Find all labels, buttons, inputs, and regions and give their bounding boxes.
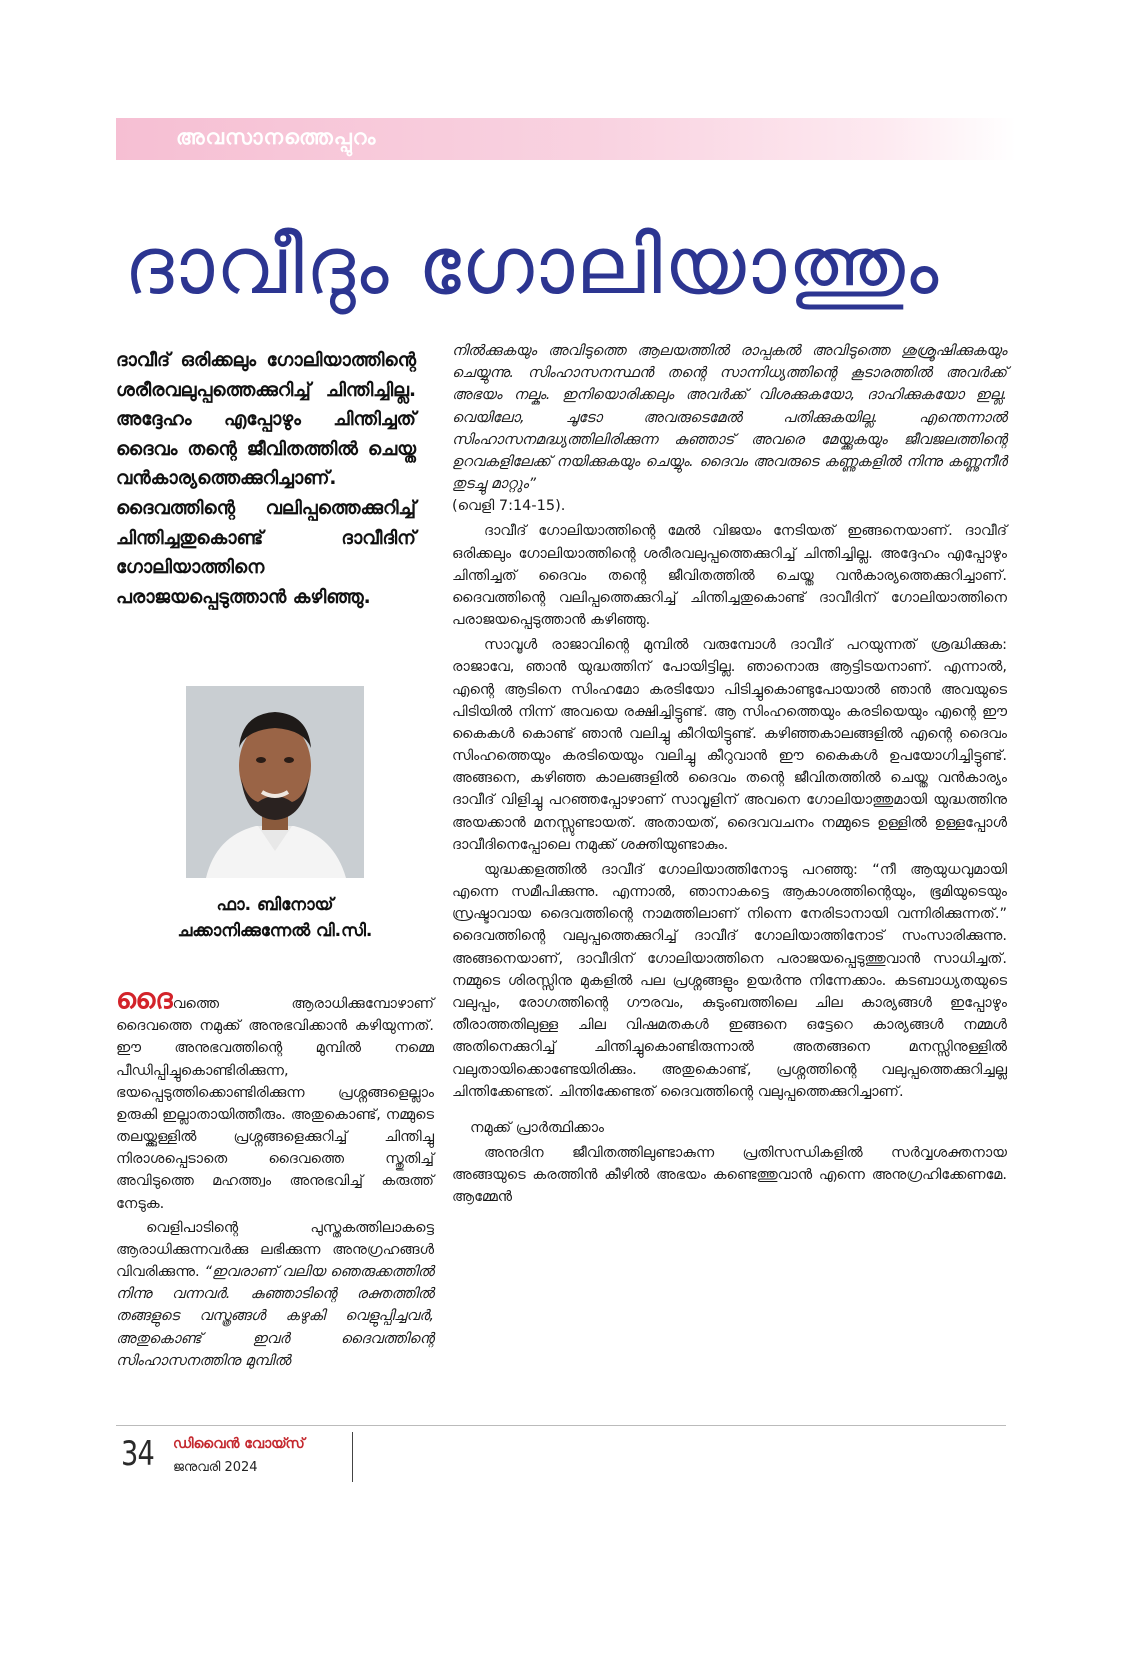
pullquote: ദാവീദ് ഒരിക്കലും ഗോലിയാത്തിന്റെ ശരീരവലുപ്പത്തെക്കുറിച്ച് ചിന്തിച്ചില്ല. അദ്ദേഹം എപ്പോഴും ചിന്തിച്ചത് ദൈവം തന്റെ ജീവിതത്തിൽ ചെയ്ത വൻകാര്യത്തെക്കുറിച്ചാണ്. ദൈവത്തിന്റെ വലിപ്പത്തെക്കുറിച്ച് ചിന്തിച്ചതുകൊണ്ട് ദാവീദിന് ഗോലിയാത്തിനെ പരാജയപ്പെടുത്താൻ കഴിഞ്ഞു. <box>116 350 416 608</box>
prayer-heading: നമുക്ക് പ്രാർത്ഥിക്കാം <box>470 1119 605 1136</box>
article-title: ദാവീദും ഗോലിയാത്തും <box>124 219 941 312</box>
intro-text: വത്തെ ആരാധിക്കുമ്പോഴാണ് ദൈവത്തെ നമുക്ക് അനുഭവിക്കാൻ കഴിയുന്നത്. ഈ അനുഭവത്തിന്റെ മുമ്പിൽ നമ്മെ പീഡിപ്പിച്ചുകൊണ്ടിരിക്കുന്ന, ഭയപ്പെടുത്തിക്കൊണ്ടിരിക്കുന്ന പ്രശ്നങ്ങളെല്ലാം ഉരുകി ഇല്ലാതായിത്തീരും. അതുകൊണ്ട്, നമ്മുടെ തലയ്ക്കുള്ളിൽ പ്രശ്നങ്ങളെക്കുറിച്ച് ചിന്തിച്ചു നിരാശപ്പെടാതെ ദൈവത്തെ സ്തുതിച്ച് അവിടുത്തെ മഹത്ത്വം അനുഭവിച്ച് കരുത്ത് നേടുക. <box>116 996 434 1212</box>
author-name: ഫാ. ബിനോയ് <box>216 895 334 915</box>
right-column <box>452 340 1007 1209</box>
page-number: 34 <box>121 1434 155 1474</box>
revelation-paragraph <box>116 1217 434 1372</box>
left-column <box>116 982 434 1372</box>
revelation-quote-start: “ഇവരാണ് വലിയ ഞെരുക്കത്തിൽ നിന്നു വന്നവർ. കുഞ്ഞാടിന്റെ രക്തത്തിൽ തങ്ങളുടെ വസ്ത്രങ്ങൾ കഴുകി വെളുപ്പിച്ചവർ, അതുകൊണ്ട് ഇവർ ദൈവത്തിന്റെ സിംഹാസനത്തിനു മുമ്പിൽ <box>116 1264 434 1369</box>
author-byline <box>116 892 434 945</box>
body-paragraph: സാവൂൾ രാജാവിന്റെ മുമ്പിൽ വരുമ്പോൾ ദാവീദ് പറയുന്നത് ശ്രദ്ധിക്കുക: രാജാവേ, ഞാൻ യുദ്ധത്തിന് പോയിട്ടില്ല. ഞാനൊരു ആട്ടിടയനാണ്. എന്നാൽ, എന്റെ ആടിനെ സിംഹമോ കരടിയോ പിടിച്ചുകൊണ്ടുപോയാൽ ഞാൻ അവയുടെ പിടിയിൽ നിന്ന് അവയെ രക്ഷിച്ചിട്ടുണ്ട്. ആ സിംഹത്തെയും കരടിയെയും എന്റെ ഈ കൈകൾ കൊണ്ട് ഞാൻ വലിച്ചു കീറിയിട്ടുണ്ട്. കഴിഞ്ഞകാലങ്ങളിൽ എന്റെ ദൈവം സിംഹത്തെയും കരടിയെയും വലിച്ചു കീറുവാൻ ഈ കൈകൾ ഉപയോഗിച്ചിട്ടുണ്ട്. അങ്ങനെ, കഴിഞ്ഞ കാലങ്ങളിൽ ദൈവം തന്റെ ജീവിതത്തിൽ ചെയ്ത വൻകാര്യം ദാവീദ് വിളിച്ചു പറഞ്ഞപ്പോഴാണ് സാവൂളിന് അവനെ ഗോലിയാത്തുമായി യുദ്ധത്തിനു അയക്കാൻ മനസ്സുണ്ടായത്. അതായത്, ദൈവവചനം നമ്മുടെ ഉള്ളിൽ ഉള്ളപ്പോൾ ദാവീദിനെപ്പോലെ നമുക്ക് ശക്തിയുണ്ടാകും. <box>452 637 1007 853</box>
section-banner <box>116 118 1016 160</box>
section-label: അവസാനത്തെപ്പുറം <box>176 125 377 149</box>
intro-paragraph <box>116 982 434 1215</box>
author-affiliation: ചക്കാനിക്കുന്നേൽ വി.സി. <box>177 921 373 942</box>
issue-date: ജനുവരി 2024 <box>173 1460 258 1475</box>
body-paragraph: യുദ്ധക്കളത്തിൽ ദാവീദ് ഗോലിയാത്തിനോടു പറഞ്ഞു: “നീ ആയുധവുമായി എന്നെ സമീപിക്കുന്നു. എന്നാൽ, ഞാനാകട്ടെ ആകാശത്തിന്റെയും, ഭൂമിയുടെയും സ്രഷ്ടാവായ ദൈവത്തിന്റെ നാമത്തിലാണ് നിന്നെ നേരിടാനായി വന്നിരിക്കുന്നത്.” ദൈവത്തിന്റെ വലുപ്പത്തെക്കുറിച്ച് ദാവീദ് ഗോലിയാത്തിനോട് സംസാരിക്കുന്നു. അങ്ങനെയാണ്, ദാവീദിന് ഗോലിയാത്തിനെ പരാജയപ്പെടുത്തുവാൻ സാധിച്ചത്. നമ്മുടെ ശിരസ്സിനു മുകളിൽ പല പ്രശ്നങ്ങളും ഉയർന്നു നിന്നേക്കാം. കടബാധ്യതയുടെ വലുപ്പം, രോഗത്തിന്റെ ഗൗരവം, കുടുംബത്തിലെ ചില കാര്യങ്ങൾ ഇപ്പോഴും തീരാത്തതിലുള്ള ചില വിഷമതകൾ ഇങ്ങനെ ഒട്ടേറെ കാര്യങ്ങൾ നമ്മൾ അതിനെക്കുറിച്ച് ചിന്തിച്ചുകൊണ്ടിരുന്നാൽ അതങ്ങനെ മനസ്സിനുള്ളിൽ വലുതായിക്കൊണ്ടേയിരിക്കും. അതുകൊണ്ട്, പ്രശ്നത്തിന്റെ വലുപ്പത്തെക്കുറിച്ചല്ല ചിന്തിക്കേണ്ടത്. ചിന്തിക്കേണ്ടത് ദൈവത്തിന്റെ വലുപ്പത്തെക്കുറിച്ചാണ്. <box>452 861 1007 1100</box>
quote-reference: (വെളി 7:14-15). <box>452 498 566 515</box>
revelation-quote-continued <box>452 340 1007 517</box>
footer-divider <box>352 1432 353 1482</box>
quote-italic: നിൽക്കുകയും അവിടുത്തെ ആലയത്തിൽ രാപ്പകൽ അവിടുത്തെ ശുശ്രൂഷിക്കുകയും ചെയ്യുന്നു. സിംഹാസനസ്ഥൻ തന്റെ സാന്നിധ്യത്തിന്റെ കൂടാരത്തിൽ അവർക്ക് അഭയം നല്കും. ഇനിയൊരിക്കലും അവർക്ക് വിശക്കുകയോ, ദാഹിക്കുകയോ ഇല്ല. വെയിലോ, ചൂടോ അവരുടെമേൽ പതിക്കുകയില്ല. എന്തെന്നാൽ സിംഹാസനമദ്ധ്യത്തിലിരിക്കുന്ന കുഞ്ഞാട് അവരെ മേയ്ക്കുകയും ജീവജലത്തിന്റെ ഉറവകളിലേക്ക് നയിക്കുകയും ചെയ്യും. ദൈവം അവരുടെ കണ്ണുകളിൽ നിന്നു കണ്ണുനീർ തുടച്ചു മാറ്റും” <box>452 343 1007 493</box>
prayer-text: അനുദിന ജീവിതത്തിലുണ്ടാകുന്ന പ്രതിസന്ധികളിൽ സർവ്വശക്തനായ അങ്ങയുടെ കരത്തിൻ കീഴിൽ അഭയം കണ്ടെത്തുവാൻ എന്നെ അനുഗ്രഹിക്കേണമേ. ആമ്മേൻ <box>452 1145 1007 1206</box>
body-paragraph: ദാവീദ് ഗോലിയാത്തിന്റെ മേൽ വിജയം നേടിയത് ഇങ്ങനെയാണ്. ദാവീദ് ഒരിക്കലും ഗോലിയാത്തിന്റെ ശരീരവലുപ്പത്തെക്കുറിച്ച് ചിന്തിച്ചില്ല. അദ്ദേഹം എപ്പോഴും ചിന്തിച്ചത് ദൈവം തന്റെ ജീവിതത്തിൽ ചെയ്ത വൻകാര്യത്തെക്കുറിച്ചാണ്. ദൈവത്തിന്റെ വലിപ്പത്തെക്കുറിച്ച് ചിന്തിച്ചതുകൊണ്ട് ദാവീദിന് ഗോലിയാത്തിനെ പരാജയപ്പെടുത്താൻ കഴിഞ്ഞു. <box>452 523 1007 629</box>
author-portrait-image <box>186 686 364 878</box>
magazine-name: ഡിവൈൻ വോയ്സ് <box>173 1436 305 1452</box>
author-photo <box>186 686 364 878</box>
footer-rule <box>116 1425 1006 1426</box>
dropcap: ദൈ <box>116 982 173 1015</box>
revelation-text: വെളിപാടിന്റെ പുസ്തകത്തിലാകട്ടെ ആരാധിക്കുന്നവർക്കു ലഭിക്കുന്ന അനുഗ്രഹങ്ങൾ വിവരിക്കുന്നു. <box>116 1219 434 1281</box>
